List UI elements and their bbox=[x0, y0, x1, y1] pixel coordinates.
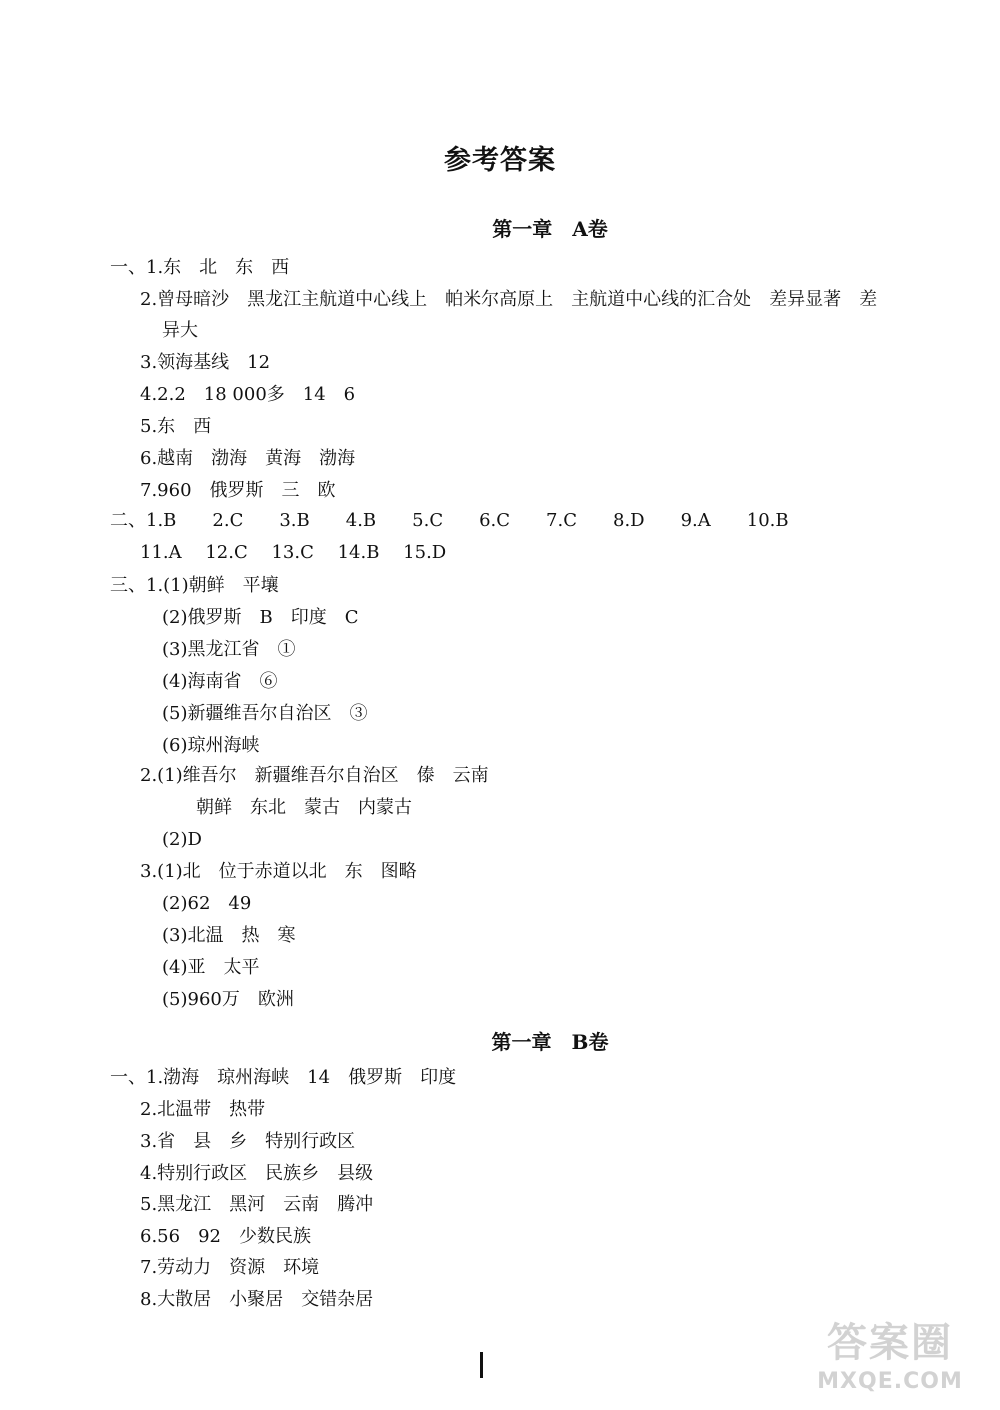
answer-line: 2.曾母暗沙 黑龙江主航道中心线上 帕米尔高原上 主航道中心线的汇合处 差异显著 差 bbox=[140, 289, 878, 310]
answer-line: 7.劳动力 资源 环境 bbox=[140, 1257, 320, 1278]
answer-line: (5)新疆维吾尔自治区 ③ bbox=[162, 703, 368, 724]
page-number-mark bbox=[480, 1352, 483, 1378]
answer-line: 一、1.渤海 琼州海峡 14 俄罗斯 印度 bbox=[110, 1067, 457, 1088]
answer-line: 3.省 县 乡 特别行政区 bbox=[140, 1131, 356, 1152]
answer-line: 5.黑龙江 黑河 云南 腾冲 bbox=[140, 1194, 374, 1215]
answer-line: 3.(1)北 位于赤道以北 东 图略 bbox=[140, 861, 417, 882]
answer-line: 8.大散居 小聚居 交错杂居 bbox=[140, 1289, 374, 1310]
answer-line: 2.北温带 热带 bbox=[140, 1099, 266, 1120]
watermark-logo bbox=[790, 1318, 990, 1406]
answer-line: 7.960 俄罗斯 三 欧 bbox=[140, 480, 336, 501]
answer-line: 5.东 西 bbox=[140, 416, 212, 437]
answer-line: 6.56 92 少数民族 bbox=[140, 1226, 311, 1247]
section-heading-a: 第一章 A卷 bbox=[492, 217, 608, 241]
section-heading-b: 第一章 B卷 bbox=[491, 1030, 609, 1054]
page-title: 参考答案 bbox=[444, 145, 556, 176]
answer-line: 二、1.B 2.C 3.B 4.B 5.C 6.C 7.C 8.D 9.A 10.B bbox=[110, 510, 789, 531]
answer-line: (2)D bbox=[162, 829, 202, 850]
watermark-title: 答案圈 bbox=[827, 1320, 953, 1366]
answer-line: 6.越南 渤海 黄海 渤海 bbox=[140, 448, 356, 469]
answer-line: (4)亚 太平 bbox=[162, 957, 260, 978]
answer-line: (6)琼州海峡 bbox=[162, 735, 260, 756]
answer-line: 3.领海基线 12 bbox=[140, 352, 271, 373]
answer-line: 2.(1)维吾尔 新疆维吾尔自治区 傣 云南 bbox=[140, 765, 489, 786]
answer-line: 三、1.(1)朝鲜 平壤 bbox=[110, 575, 279, 596]
answer-line: (4)海南省 ⑥ bbox=[162, 671, 278, 692]
answer-line: (2)俄罗斯 B 印度 C bbox=[162, 607, 359, 628]
answer-line: (2)62 49 bbox=[162, 893, 252, 914]
answer-line: 朝鲜 东北 蒙古 内蒙古 bbox=[196, 797, 412, 818]
watermark-url: MXQE.COM bbox=[817, 1369, 963, 1394]
answer-line: 一、1.东 北 东 西 bbox=[110, 257, 290, 278]
answer-line: 异大 bbox=[162, 320, 198, 341]
answer-line: 4.2.2 18 000多 14 6 bbox=[140, 384, 356, 405]
answer-line: (3)黑龙江省 ① bbox=[162, 639, 296, 660]
answer-line: 4.特别行政区 民族乡 县级 bbox=[140, 1163, 374, 1184]
answer-line: 11.A 12.C 13.C 14.B 15.D bbox=[140, 542, 447, 563]
answer-line: (3)北温 热 寒 bbox=[162, 925, 296, 946]
answer-line: (5)960万 欧洲 bbox=[162, 989, 294, 1010]
